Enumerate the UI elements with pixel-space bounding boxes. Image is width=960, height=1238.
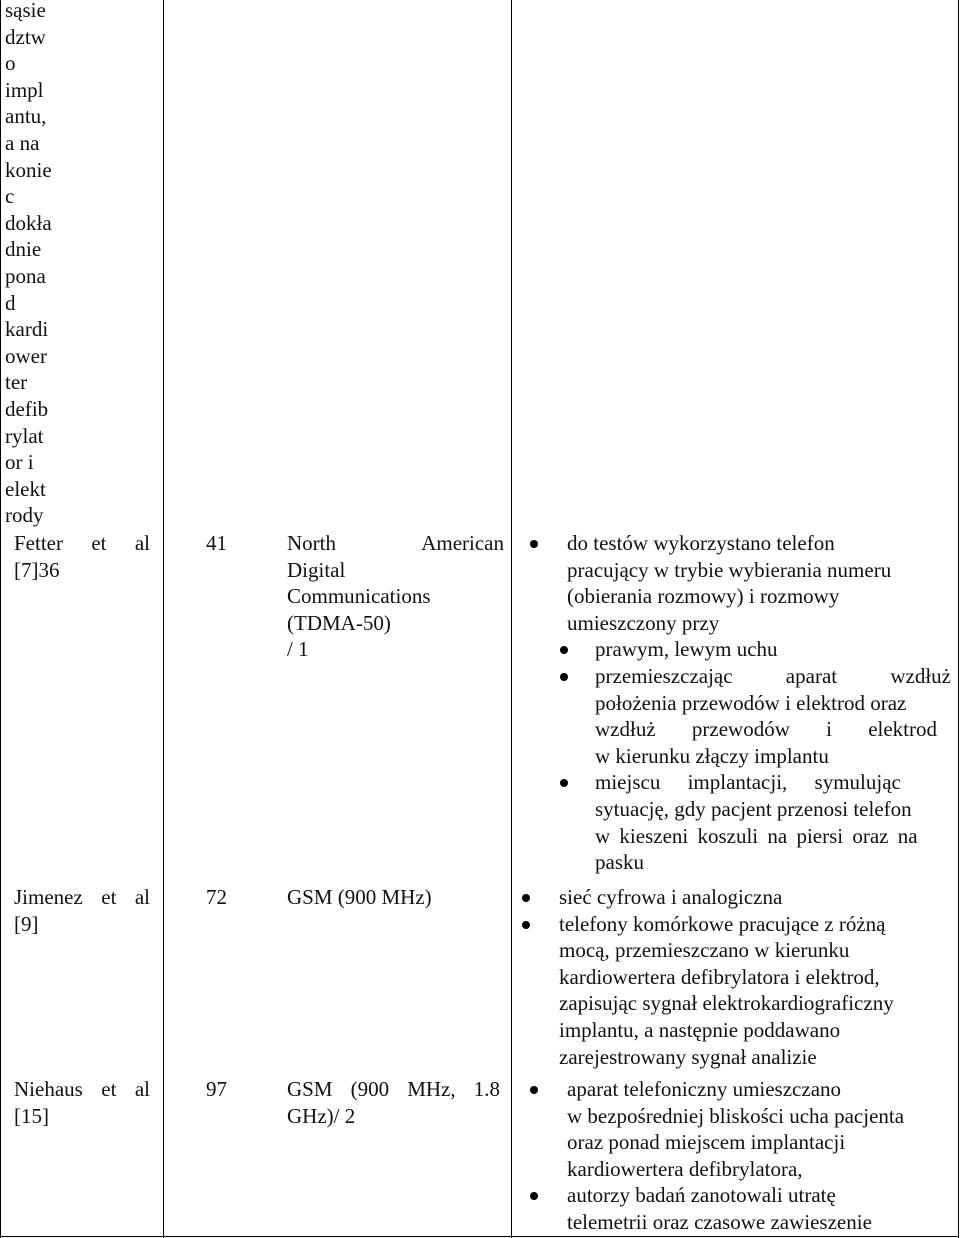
list-item: aparat telefoniczny umieszczano w bezpośredniej bliskości ucha pacjenta oraz ponad miejscem implantacji kardiowertera defibrylatora,	[530, 1076, 950, 1182]
bullet-icon	[560, 779, 568, 787]
list-item: telefony komórkowe pracujące z różną mocą, przemieszczano w kierunku kardiowertera defibrylatora i elektrod, zapisując sygnał elektrokardiograficzny implantu, a następnie poddawano zarejestrowany sygnał analizie	[522, 911, 952, 1071]
list-item: sieć cyfrowa i analogiczna	[522, 884, 952, 911]
source-cell: GSM (900 MHz)	[287, 885, 432, 909]
list-item: przemieszczając aparat wzdłuż położenia przewodów i elektrod oraz wzdłuż przewodów i elektrod w kierunku złączy implantu	[530, 663, 950, 769]
bullet-icon	[560, 646, 568, 654]
count-cell: 97	[206, 1077, 227, 1101]
bullet-icon	[560, 673, 568, 681]
source-cell: GSM (900 MHz, 1.8 GHz)/ 2	[287, 1077, 500, 1128]
count-cell: 41	[206, 531, 227, 555]
table-left-border	[0, 0, 1, 1238]
list-item: miejscu implantacji, symulując sytuację, gdy pacjent przenosi telefon w kieszeni koszuli na piersi oraz na pasku	[530, 769, 950, 875]
bullet-icon	[530, 540, 538, 548]
author-reference: [15]	[14, 1103, 49, 1128]
author-cell	[14, 1076, 150, 1129]
bullet-icon	[530, 1086, 538, 1094]
author-reference: [7]36	[14, 557, 60, 582]
author-name: Niehaus et al	[14, 1077, 150, 1101]
bullet-icon	[522, 921, 530, 929]
list-item: do testów wykorzystano telefon pracujący w trybie wybierania numeru (obierania rozmowy) i rozmowy umieszczony przy	[530, 530, 950, 636]
notes-cell	[530, 530, 950, 876]
bullet-icon	[530, 1192, 538, 1200]
column-divider-3	[511, 0, 512, 1238]
bullet-icon	[522, 894, 530, 902]
author-name: Fetter et al	[14, 531, 150, 555]
author-name: Jimenez et al	[14, 885, 150, 909]
column-divider-1	[163, 0, 164, 1238]
notes-cell	[530, 1076, 950, 1236]
notes-cell	[522, 884, 952, 1070]
count-cell: 72	[206, 885, 227, 909]
list-item: prawym, lewym uchu	[530, 636, 950, 663]
table-bottom-border	[0, 1236, 959, 1237]
author-cell	[14, 530, 150, 583]
continued-cell-text: sąsie dztw o impl antu, a na konie c dokła dnie pona d kardi ower ter defib rylat or i elekt rody	[5, 0, 52, 528]
author-reference: [9]	[14, 911, 39, 936]
author-cell	[14, 884, 150, 937]
table-right-border	[958, 0, 959, 1238]
source-cell: North American Digital Communications (TDMA-50) / 1	[287, 531, 504, 662]
list-item: autorzy badań zanotowali utratę telemetrii oraz czasowe zawieszenie	[530, 1182, 950, 1235]
